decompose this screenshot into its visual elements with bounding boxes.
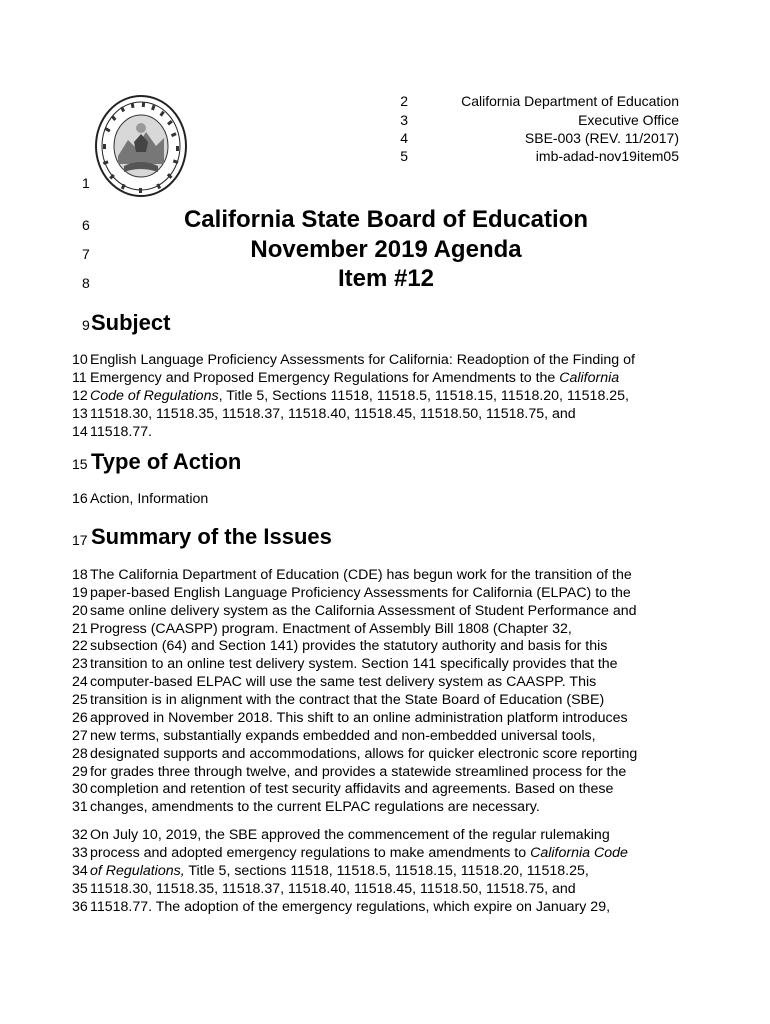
text-line — [72, 674, 596, 692]
text-line — [72, 728, 596, 746]
italic-citation: Code of Regulations — [90, 388, 219, 404]
agenda-title: November 2019 Agenda — [250, 236, 522, 263]
line-text: for grades three through twelve, and provides a statewide streamlined process for the — [90, 763, 627, 780]
line-text: 11518.30, 11518.35, 11518.37, 11518.40, 11518.45, 11518.50, 11518.75, and — [90, 406, 576, 422]
line-text: approved in November 2018. This shift to an online administration platform introduces — [90, 709, 628, 726]
text-line — [72, 764, 626, 782]
page-title: California State Board of Education — [183, 206, 589, 233]
line-number: 25 — [72, 692, 88, 709]
line-text: Action, Information — [90, 491, 209, 507]
text-line — [72, 406, 576, 424]
line-number: 34 — [72, 862, 88, 879]
header-form-number: SBE-003 (REV. 11/2017) — [524, 130, 679, 146]
line-number: 15 — [72, 456, 88, 472]
line-number: 10 — [72, 352, 88, 368]
line-number: 1 — [82, 175, 90, 191]
line-text: 11518.77. — [90, 424, 153, 440]
line-number: 18 — [72, 567, 88, 583]
text-line — [72, 692, 604, 710]
line-text: process and adopted emergency regulations to make amendments to — [90, 845, 531, 862]
line-text: computer-based ELPAC will use the same test delivery system as CAASPP. This — [90, 674, 597, 691]
line-text: 11518.77. The adoption of the emergency regulations, which expire on January 29, — [90, 898, 611, 915]
line-text: English Language Proficiency Assessments for California: Readoption of the Finding of — [90, 352, 635, 368]
line-number: 8 — [82, 275, 90, 291]
line-number: 36 — [72, 898, 88, 915]
line-text: Title 5, sections 11518, 11518.5, 11518.15, 11518.20, 11518.25, — [184, 862, 589, 879]
line-text: , Title 5, Sections 11518, 11518.5, 11518.15, 11518.20, 11518.25, — [218, 388, 630, 404]
line-text: Emergency and Proposed Emergency Regulations for Amendments to the — [90, 370, 560, 386]
line-number: 11 — [72, 370, 87, 386]
text-line — [72, 656, 618, 674]
line-text: Progress (CAASPP) program. Enactment of Assembly Bill 1808 (Chapter 32, — [90, 620, 572, 637]
text-line — [72, 388, 629, 406]
line-number: 30 — [72, 781, 88, 798]
line-text: designated supports and accommodations, allows for quicker electronic score reporting — [90, 745, 638, 762]
line-text: new terms, substantially expands embedded and non-embedded universal tools, — [90, 727, 596, 744]
line-number: 5 — [400, 148, 408, 164]
line-number: 9 — [82, 317, 90, 333]
line-number: 31 — [72, 799, 88, 816]
italic-citation: California — [559, 370, 620, 386]
line-number: 12 — [72, 388, 88, 404]
text-line — [72, 603, 637, 621]
italic-citation: California Code — [530, 845, 628, 862]
line-number: 17 — [72, 532, 88, 548]
line-text: subsection (64) and Section 141) provides the statutory authority and basis for this — [90, 638, 608, 655]
text-line — [72, 491, 208, 509]
line-number: 27 — [72, 727, 88, 744]
italic-citation: of Regulations, — [90, 862, 185, 879]
text-line — [72, 424, 152, 442]
line-number: 2 — [400, 93, 408, 109]
line-text: 11518.30, 11518.35, 11518.37, 11518.40, 11518.45, 11518.50, 11518.75, and — [90, 880, 576, 897]
text-line — [72, 710, 628, 728]
summary-heading: Summary of the Issues — [91, 524, 332, 549]
text-line — [72, 352, 635, 370]
line-text: transition is in alignment with the contract that the State Board of Education (SBE) — [90, 692, 605, 709]
line-number: 3 — [400, 112, 408, 128]
line-number: 24 — [72, 674, 88, 691]
text-line — [72, 567, 632, 585]
line-number: 16 — [72, 491, 88, 507]
text-line — [72, 899, 610, 917]
line-number: 32 — [72, 827, 88, 844]
text-line — [72, 746, 637, 764]
type-of-action-heading: Type of Action — [91, 449, 242, 474]
text-line — [72, 799, 540, 817]
line-text: changes, amendments to the current ELPAC regulations are necessary. — [90, 799, 540, 816]
text-line — [72, 638, 607, 656]
subject-heading: Subject — [91, 310, 171, 335]
line-number: 19 — [72, 584, 88, 601]
line-number: 28 — [72, 745, 88, 762]
line-number: 26 — [72, 709, 88, 726]
text-line — [72, 845, 628, 863]
text-line — [72, 370, 619, 388]
line-number: 33 — [72, 845, 88, 862]
text-line — [72, 621, 572, 639]
header-department: California Department of Education — [461, 93, 679, 109]
line-number: 13 — [72, 406, 88, 422]
header-document-id: imb-adad-nov19item05 — [535, 148, 679, 164]
header-office: Executive Office — [578, 112, 679, 128]
line-number: 22 — [72, 638, 88, 655]
line-number: 21 — [72, 620, 88, 637]
line-text: On July 10, 2019, the SBE approved the commencement of the regular rulemaking — [90, 827, 610, 844]
line-text: same online delivery system as the California Assessment of Student Performance and — [90, 602, 637, 619]
line-number: 20 — [72, 602, 88, 619]
line-number: 4 — [400, 130, 408, 146]
line-text: paper-based English Language Proficiency Assessments for California (ELPAC) to the — [90, 584, 631, 601]
text-line — [72, 827, 610, 845]
line-text: The California Department of Education (CDE) has begun work for the transition of the — [90, 567, 632, 583]
item-number-title: Item #12 — [337, 265, 435, 292]
line-number: 29 — [72, 763, 88, 780]
line-text: transition to an online test delivery system. Section 141 specifically provides that the — [90, 656, 618, 673]
text-line — [72, 781, 613, 799]
line-number: 23 — [72, 656, 88, 673]
line-text: completion and retention of test security affidavits and agreements. Based on these — [90, 781, 614, 798]
text-line — [72, 863, 589, 881]
line-number: 6 — [82, 217, 90, 233]
text-line — [72, 585, 631, 603]
line-number: 35 — [72, 880, 88, 897]
line-number: 7 — [82, 246, 90, 262]
state-board-seal-icon — [94, 94, 188, 198]
text-line — [72, 881, 576, 899]
line-number: 14 — [72, 424, 88, 440]
